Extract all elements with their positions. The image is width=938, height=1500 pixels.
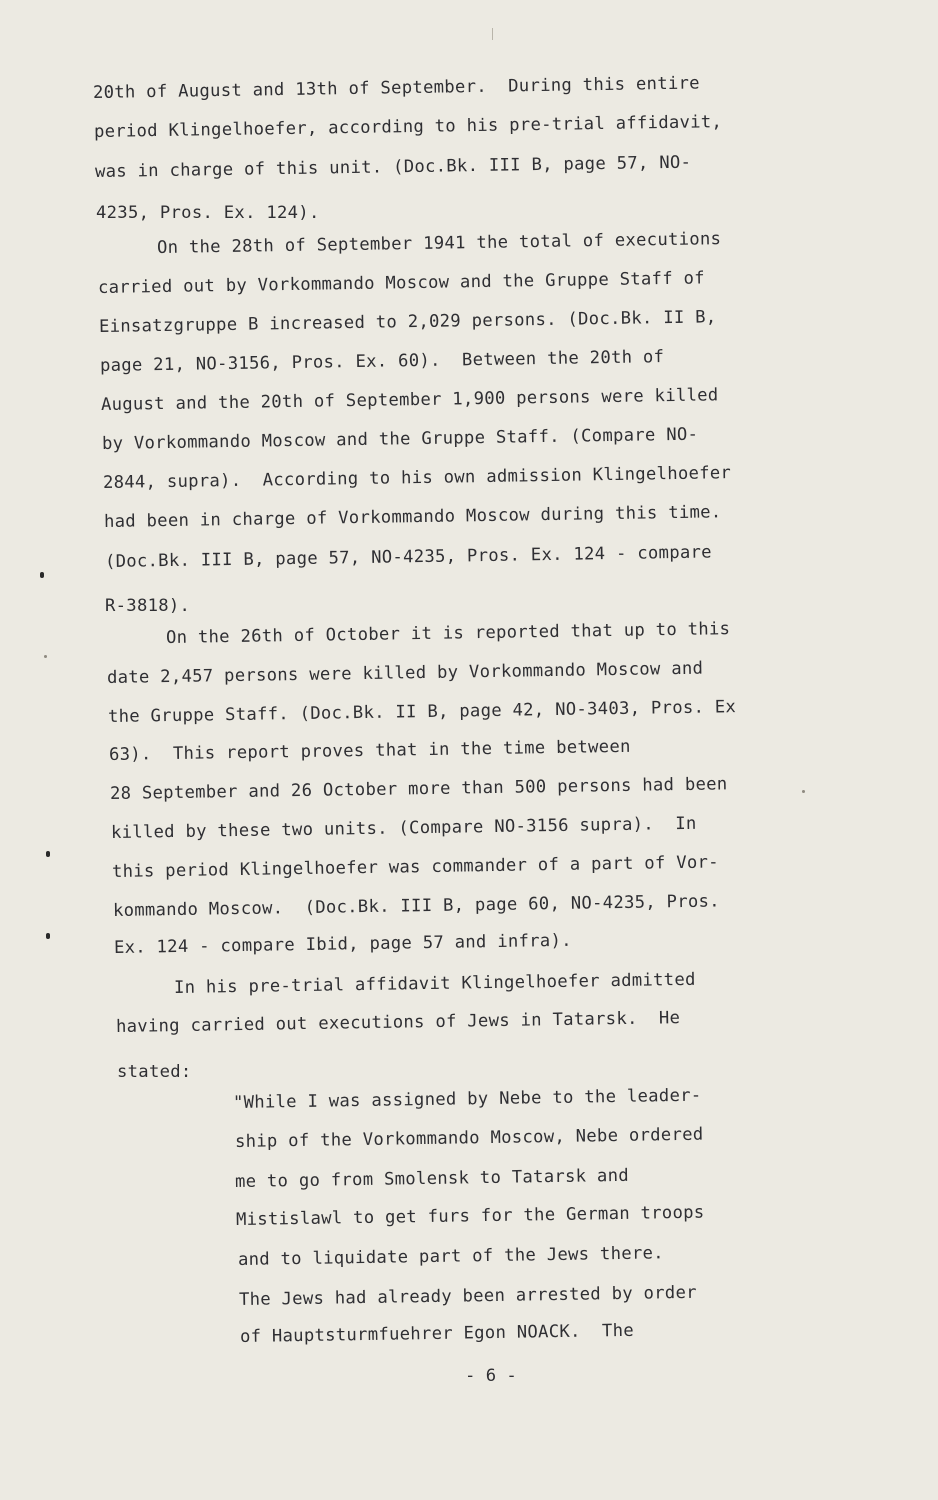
text-line: kommando Moscow. (Doc.Bk. III B, page 60, NO-4235, Pros.	[112, 891, 720, 921]
text-line: (Doc.Bk. III B, page 57, NO-4235, Pros. Ex. 124 - compare	[104, 542, 712, 572]
text-line: 28 September and 26 October more than 500 persons had been	[109, 774, 728, 804]
page-number: - 6 -	[465, 1366, 517, 1386]
text-line: Einsatzgruppe B increased to 2,029 persons. (Doc.Bk. II B,	[98, 307, 717, 337]
text-line: was in charge of this unit. (Doc.Bk. III B, page 57, NO-	[94, 152, 692, 182]
text-line: page 21, NO-3156, Pros. Ex. 60). Between the 20th of	[99, 347, 665, 376]
quote-line: "While I was assigned by Nebe to the leader-	[232, 1085, 702, 1113]
text-line: had been in charge of Vorkommando Moscow during this time.	[103, 502, 722, 532]
text-line: by Vorkommando Moscow and the Gruppe Staff. (Compare NO-	[101, 424, 699, 454]
text-line: date 2,457 persons were killed by Vorkommando Moscow and	[106, 658, 704, 688]
paper-crease	[492, 28, 493, 40]
text-line: period Klingelhoefer, according to his pre-trial affidavit,	[93, 112, 723, 142]
quote-line: Mistislawl to get furs for the German troops	[235, 1202, 705, 1230]
margin-mark	[46, 851, 50, 857]
text-line: killed by these two units. (Compare NO-3156 supra). In	[110, 813, 697, 843]
text-line: 20th of August and 13th of September. During this entire	[92, 73, 700, 103]
margin-speck	[44, 655, 47, 658]
quote-line: of Hauptsturmfuehrer Egon NOACK. The	[239, 1320, 635, 1347]
margin-mark	[40, 572, 44, 578]
quote-line: ship of the Vorkommando Moscow, Nebe ordered	[234, 1124, 704, 1152]
text-line: 63). This report proves that in the time between	[108, 736, 631, 765]
text-line: carried out by Vorkommando Moscow and the Gruppe Staff of	[97, 268, 705, 298]
text-line: On the 28th of September 1941 the total of executions	[156, 229, 722, 258]
text-line: August and the 20th of September 1,900 persons were killed	[100, 385, 719, 415]
text-line: having carried out executions of Jews in Tatarsk. He	[115, 1008, 681, 1037]
text-line: stated:	[117, 1062, 192, 1082]
text-line: Ex. 124 - compare Ibid, page 57 and infra).	[113, 930, 572, 958]
text-line: R-3818).	[105, 596, 191, 616]
quote-line: The Jews had already been arrested by order	[238, 1282, 697, 1310]
quote-line: me to go from Smolensk to Tatarsk and	[234, 1165, 630, 1192]
quote-line: and to liquidate part of the Jews there.	[237, 1243, 665, 1270]
text-line: On the 26th of October it is reported that up to this	[165, 619, 731, 648]
text-line: In his pre-trial affidavit Klingelhoefer admitted	[173, 969, 696, 998]
margin-mark	[46, 933, 50, 939]
text-line: 4235, Pros. Ex. 124).	[96, 203, 320, 223]
text-line: 2844, supra). According to his own admission Klingelhoefer	[102, 463, 732, 493]
margin-speck	[802, 790, 805, 793]
text-line: the Gruppe Staff. (Doc.Bk. II B, page 42, NO-3403, Pros. Ex	[107, 697, 737, 727]
text-line: this period Klingelhoefer was commander of a part of Vor-	[111, 852, 719, 882]
